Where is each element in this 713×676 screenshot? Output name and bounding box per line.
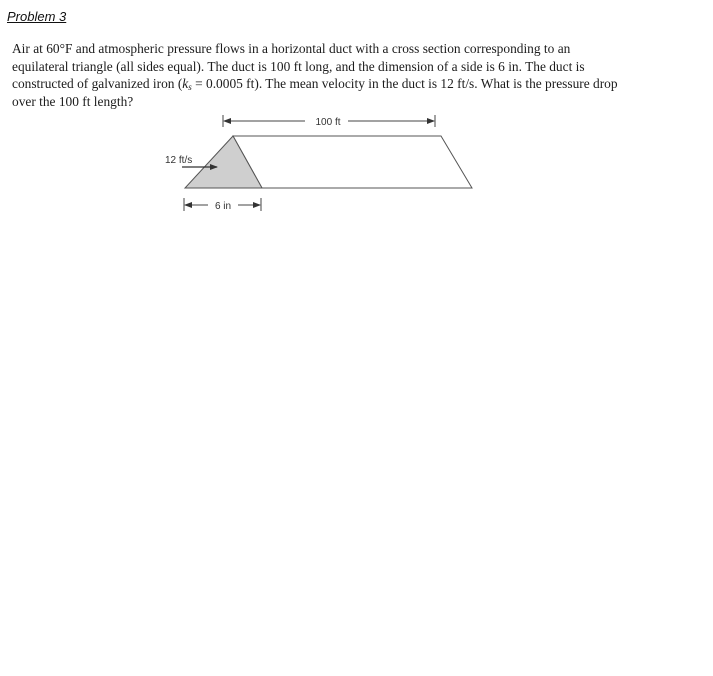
duct-outline bbox=[233, 136, 472, 188]
problem-text-part1: Air at 60°F and atmospheric pressure flows in a horizontal duct with a cross section corresponding to an equilateral triangle (all sides equal). The duct is 100 ft long, and the dimension of a side is 6 in. The duct is constructed of galvanized iron ( bbox=[12, 41, 585, 91]
roughness-symbol-letter: k bbox=[182, 76, 189, 91]
length-label: 100 ft bbox=[315, 117, 341, 128]
length-dimension bbox=[223, 115, 435, 128]
roughness-symbol-subscript: s bbox=[188, 82, 192, 92]
side-dimension bbox=[184, 198, 261, 212]
duct-body bbox=[233, 136, 472, 188]
problem-text-part2: = 0.0005 ft). The mean velocity in the duct is 12 ft/s. What is the pressure drop over the 100 ft length? bbox=[12, 76, 618, 109]
velocity-label: 12 ft/s bbox=[165, 155, 193, 166]
problem-title: Problem 3 bbox=[7, 9, 67, 24]
side-label: 6 in bbox=[214, 201, 232, 212]
